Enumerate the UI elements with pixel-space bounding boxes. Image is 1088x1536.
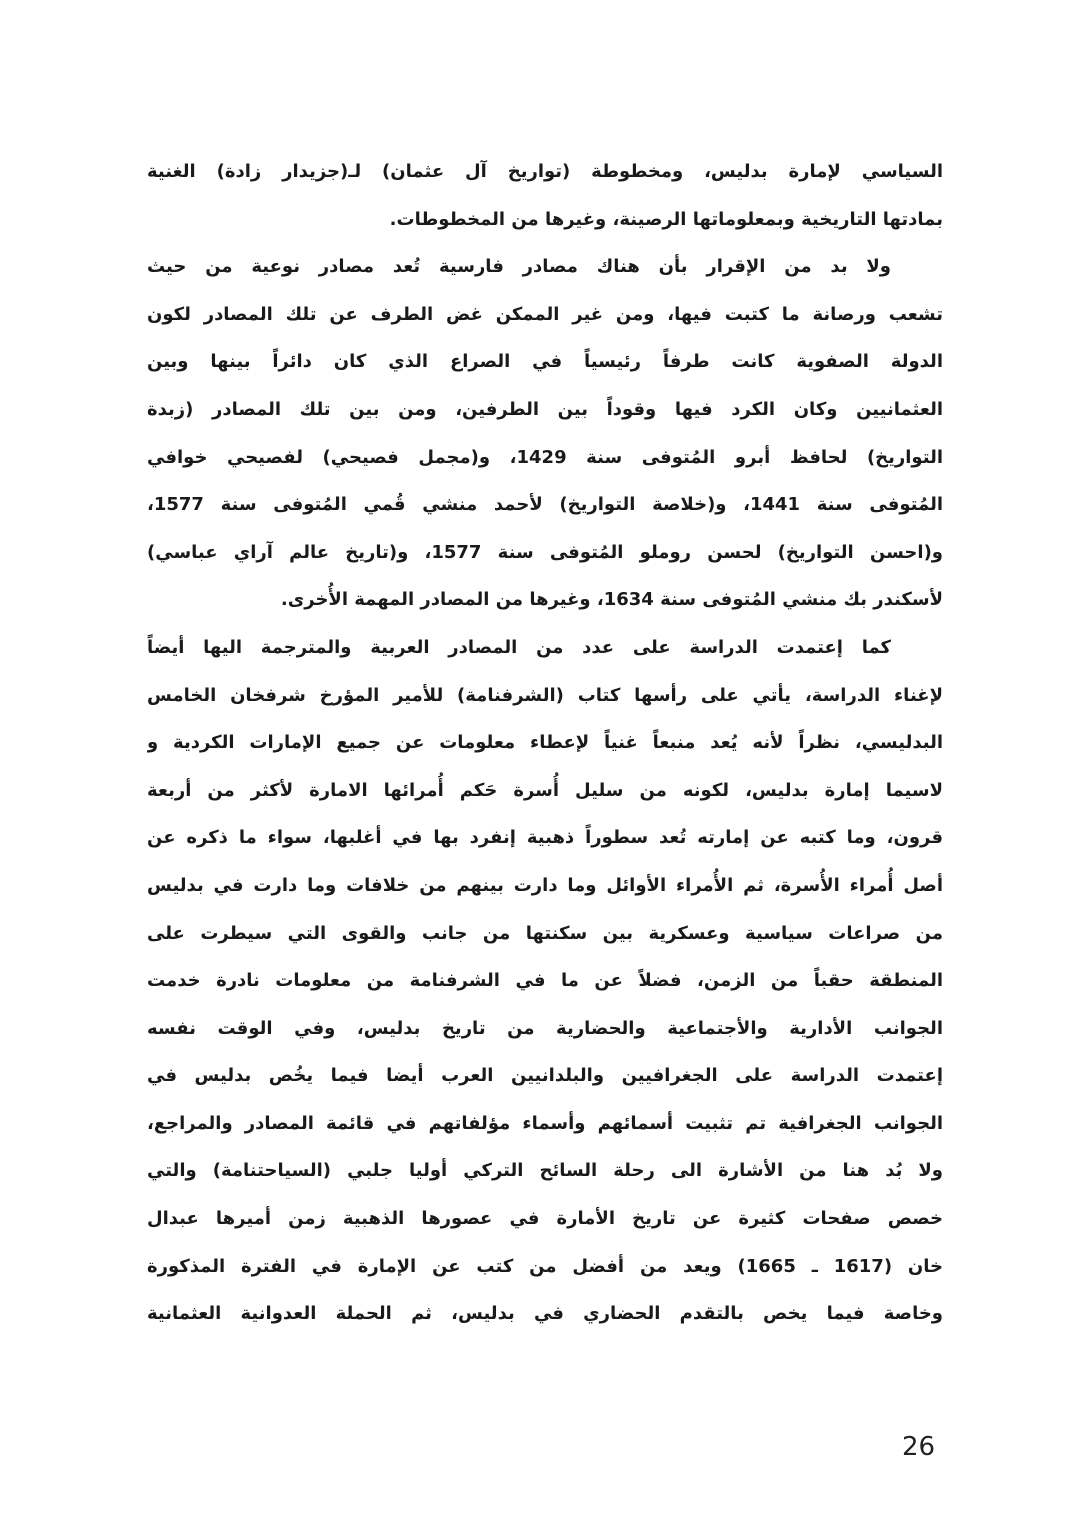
text-line: من صراعات سياسية وعسكرية بين سكنتها من جانب والقوى التي سيطرت على (147, 922, 943, 944)
text-line: و(احسن التواريخ) لحسن روملو المُتوفى سنة 1577، و(تاريخ عالم آراي عباسي) (147, 541, 943, 563)
text-line: إعتمدت الدراسة على الجغرافيين والبلدانيين العرب أيضا فيما يخُص بدليس في (147, 1065, 943, 1087)
text-line: السياسي لإمارة بدليس، ومخطوطة (تواريخ آل عثمان) لـ(جزيدار زادة) الغنية (147, 161, 943, 182)
text-line: قرون، وما كتبه عن إمارته تُعد سطوراً ذهبية إنفرد بها في أغلبها، سواء ما ذكره عن (147, 827, 943, 849)
text-line: وخاصة فيما يخص بالتقدم الحضاري في بدليس، ثم الحملة العدوانية العثمانية (147, 1303, 943, 1325)
text-line: الدولة الصفوية كانت طرفاً رئيسياً في الصراع الذي كان دائراً بينها وبين (147, 351, 943, 373)
text-line: أصل أُمراء الأُسرة، ثم الأُمراء الأوائل وما دارت بينهم من خلافات وما دارت في بدليس (147, 874, 943, 896)
body-text (147, 148, 943, 1338)
text-line: المُتوفى سنة 1441، و(خلاصة التواريخ) لأحمد منشي قُمي المُتوفى سنة 1577، (147, 494, 943, 516)
text-line: المنطقة حقباً من الزمن، فضلاً عن ما في الشرفنامة من معلومات نادرة خدمت (147, 970, 943, 992)
text-line: بمادتها التاريخية وبمعلوماتها الرصينة، وغيرها من المخطوطات. (389, 208, 943, 230)
text-line: البدليسي، نظراً لأنه يُعد منبعاً غنياً لإعطاء معلومات عن جميع الإمارات الكردية و (147, 732, 943, 754)
text-line: لإغناء الدراسة، يأتي على رأسها كتاب (الشرفنامة) للأمير المؤرخ شرفخان الخامس (147, 684, 943, 706)
text-line: كما إعتمدت الدراسة على عدد من المصادر العربية والمترجمة اليها أيضاً (147, 636, 891, 658)
text-line: العثمانيين وكان الكرد فيها وقوداً بين الطرفين، ومن بين تلك المصادر (زبدة (147, 398, 943, 420)
text-line: خصص صفحات كثيرة عن تاريخ الأمارة في عصورها الذهبية زمن أميرها عبدال (147, 1208, 943, 1230)
text-line: التواريخ) لحافظ أبرو المُتوفى سنة 1429، و(مجمل فصيحي) لفصيحي خوافي (147, 446, 943, 468)
page-number: 26 (902, 1432, 936, 1462)
text-line: ولا بُد هنا من الأشارة الى رحلة السائح التركي أوليا جلبي (السياحتنامة) والتي (147, 1160, 943, 1182)
text-line: خان (1617 ـ 1665) ويعد من أفضل من كتب عن الإمارة في الفترة المذكورة (147, 1255, 943, 1277)
text-line: لاسيما إمارة بدليس، لكونه من سليل أُسرة حَكم أُمرائها الامارة لأكثر من أربعة (147, 779, 943, 801)
text-line: تشعب ورصانة ما كتبت فيها، ومن غير الممكن غض الطرف عن تلك المصادر لكون (147, 303, 943, 325)
text-line: الجوانب الجغرافية تم تثبيت أسمائهم وأسماء مؤلفاتهم في قائمة المصادر والمراجع، (147, 1112, 943, 1134)
text-line: لأسكندر بك منشي المُتوفى سنة 1634، وغيرها من المصادر المهمة الأُخرى. (280, 589, 943, 611)
text-line: ولا بد من الإقرار بأن هناك مصادر فارسية تُعد مصادر نوعية من حيث (147, 256, 891, 278)
text-line: الجوانب الأدارية والأجتماعية والحضارية من تاريخ بدليس، وفي الوقت نفسه (147, 1017, 943, 1039)
